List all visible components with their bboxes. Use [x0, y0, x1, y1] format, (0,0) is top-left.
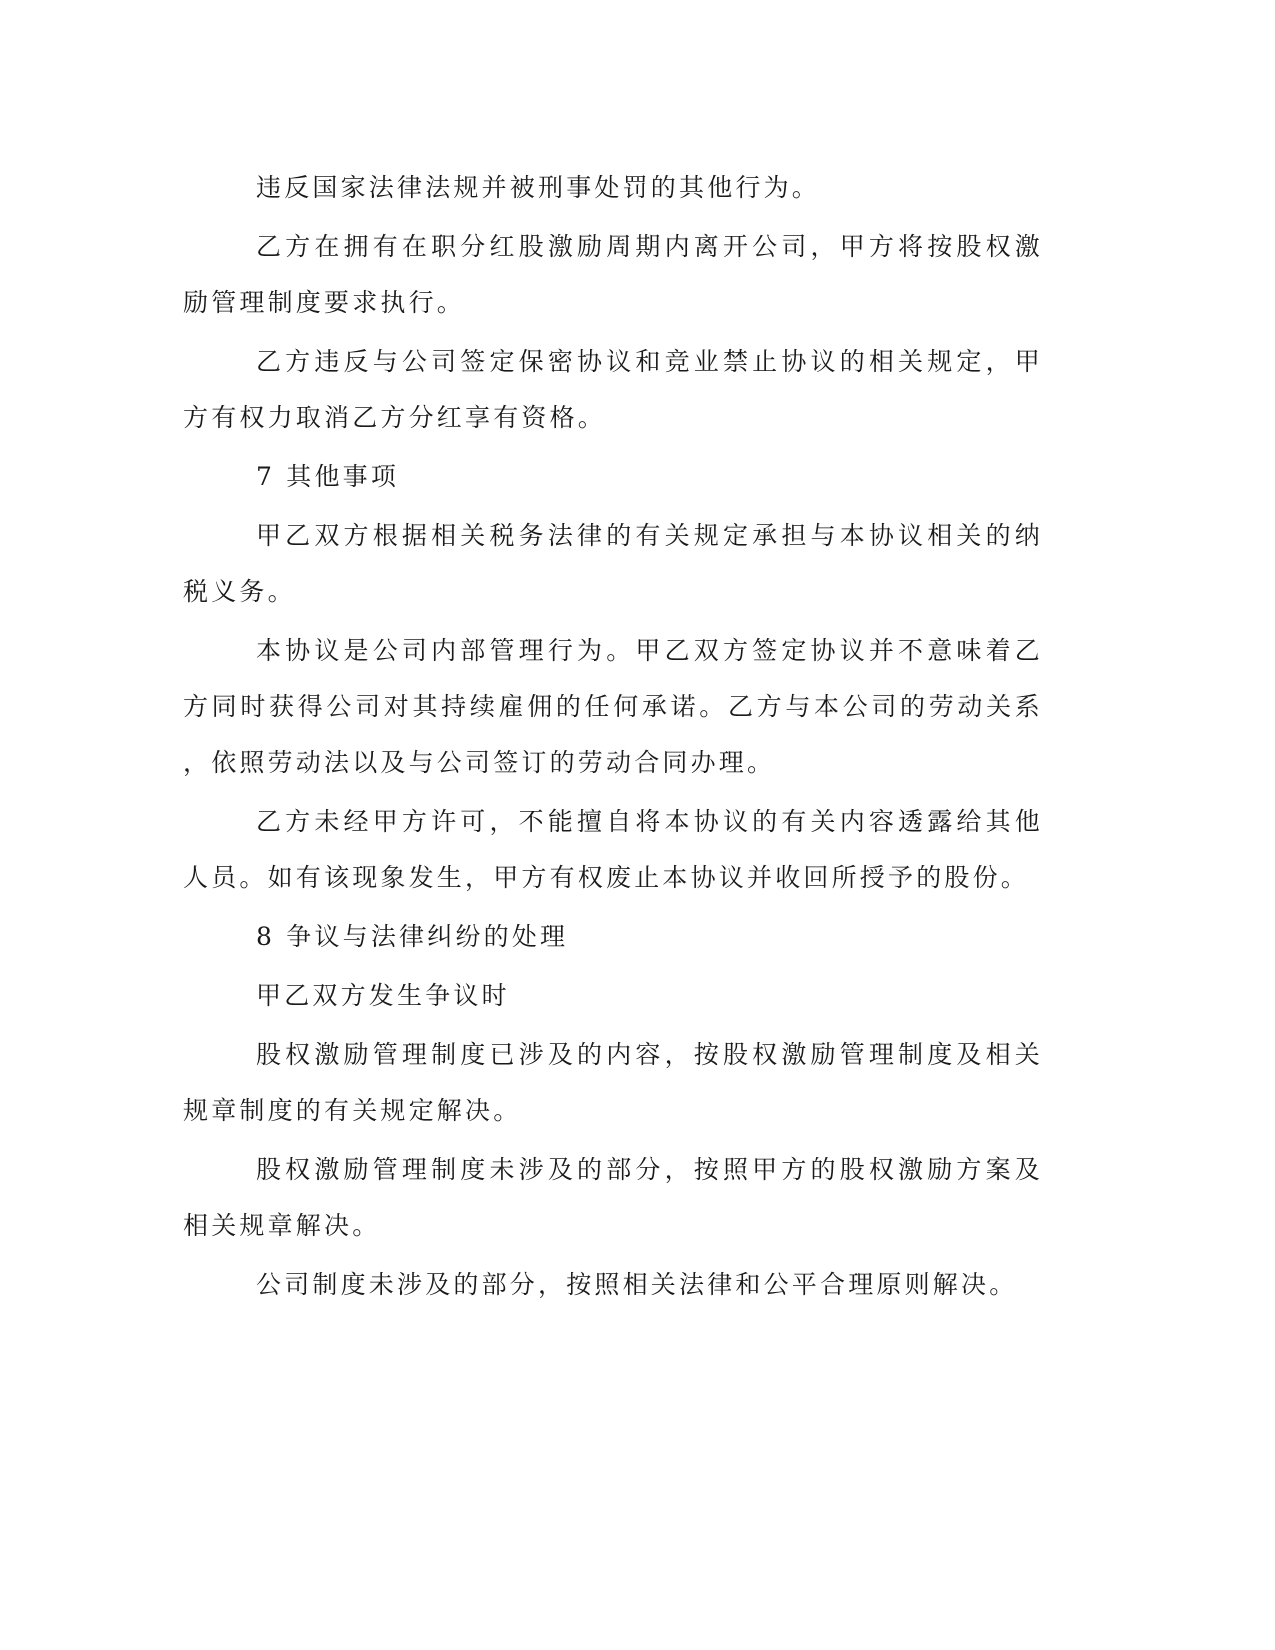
paragraph-fairness-principle: 公司制度未涉及的部分，按照相关法律和公平合理原则解决。: [256, 1270, 1018, 1299]
paragraph-internal-management: 本协议是公司内部管理行为。甲乙双方签定协议并不意味着乙方同时获得公司对其持续雇佣的任何承诺。乙方与本公司的劳动关系，依照劳动法以及与公司签订的劳动合同办理。: [183, 636, 1043, 777]
section-heading-other-matters: 7 其他事项: [256, 462, 400, 491]
paragraph-leaving-company: 乙方在拥有在职分红股激励周期内离开公司，甲方将按股权激励管理制度要求执行。: [183, 232, 1043, 317]
paragraph-covered-by-system: 股权激励管理制度已涉及的内容，按股权激励管理制度及相关规章制度的有关规定解决。: [183, 1040, 1043, 1125]
paragraph-tax-obligations: 甲乙双方根据相关税务法律的有关规定承担与本协议相关的纳税义务。: [183, 521, 1043, 606]
paragraph-dispute-occurs: 甲乙双方发生争议时: [256, 981, 510, 1010]
paragraph-not-covered-by-system: 股权激励管理制度未涉及的部分，按照甲方的股权激励方案及相关规章解决。: [183, 1155, 1043, 1240]
paragraph-criminal-penalty: 违反国家法律法规并被刑事处罚的其他行为。: [256, 173, 821, 202]
document-body: [183, 160, 1043, 1316]
paragraph-confidentiality-breach: 乙方违反与公司签定保密协议和竞业禁止协议的相关规定，甲方有权力取消乙方分红享有资格。: [183, 347, 1043, 432]
section-heading-disputes: 8 争议与法律纠纷的处理: [256, 922, 569, 951]
paragraph-disclosure: 乙方未经甲方许可，不能擅自将本协议的有关内容透露给其他人员。如有该现象发生，甲方有权废止本协议并收回所授予的股份。: [183, 807, 1043, 892]
